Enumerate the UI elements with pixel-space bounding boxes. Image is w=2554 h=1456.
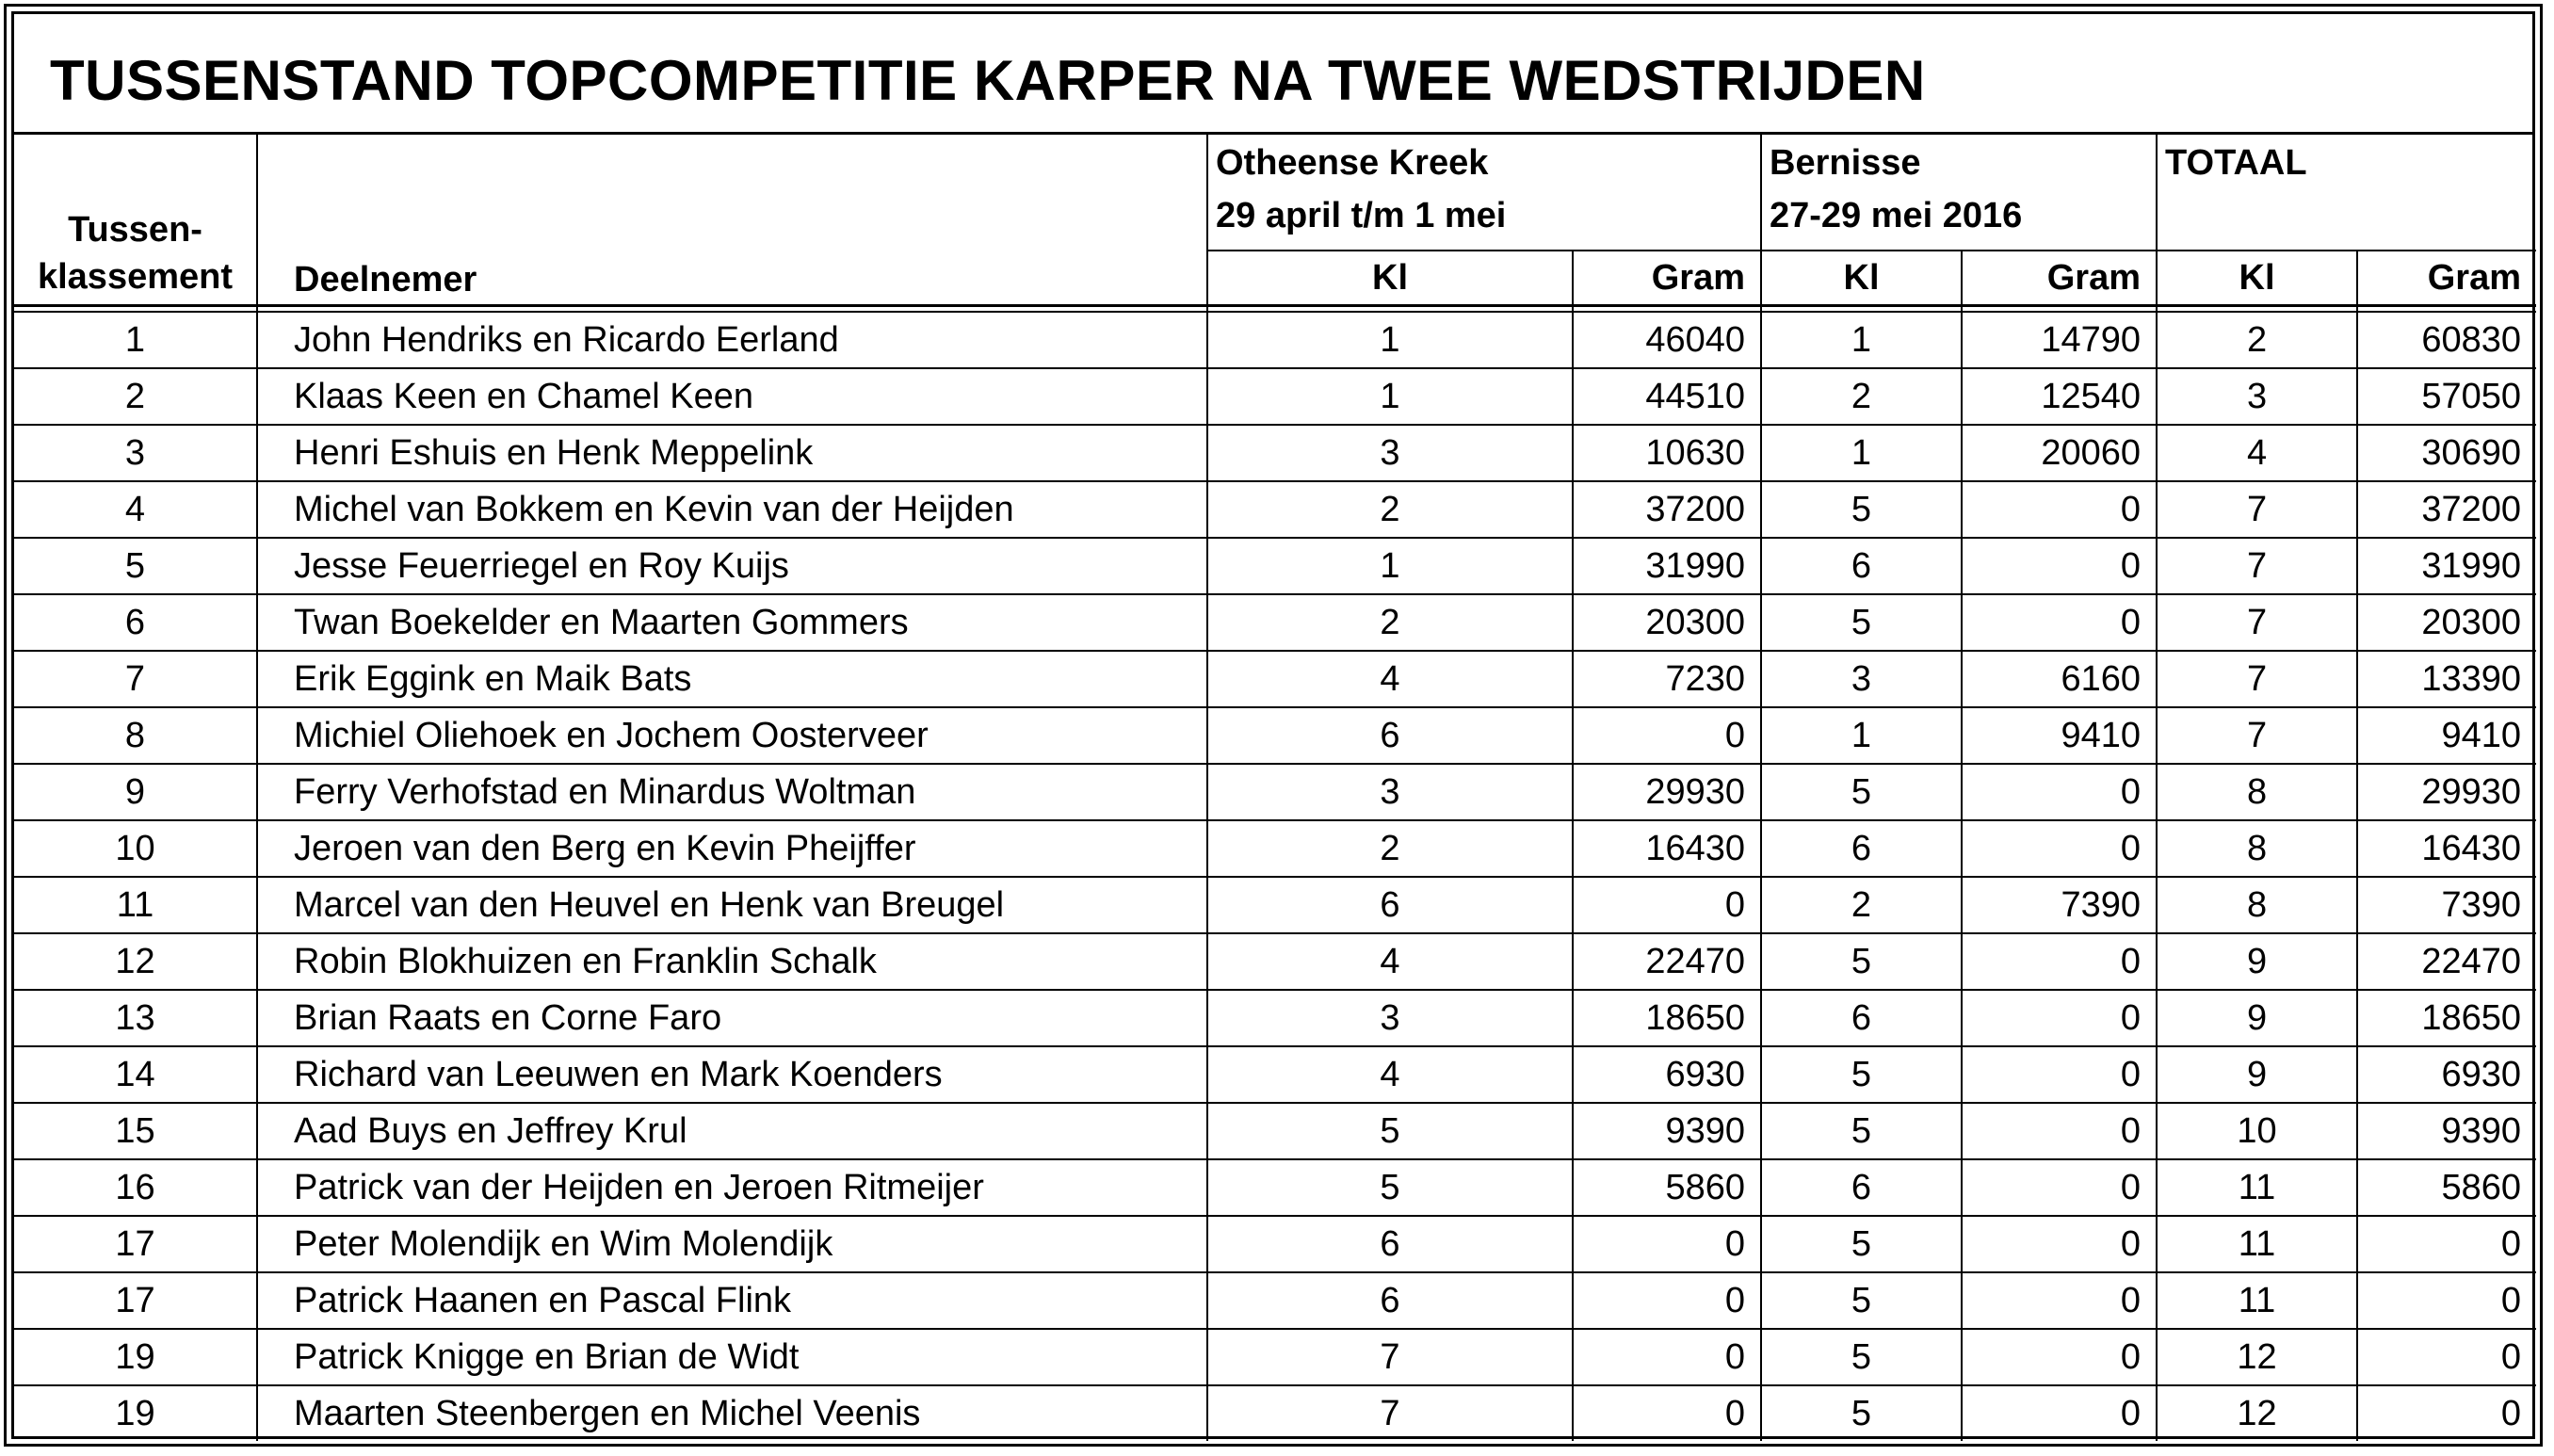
cell-total-gram: 0	[2357, 1329, 2536, 1385]
cell-participant: Michiel Oliehoek en Jochem Oosterveer	[257, 707, 1207, 764]
cell-participant: Aad Buys en Jeffrey Krul	[257, 1103, 1207, 1159]
cell-match1-gram: 9390	[1573, 1103, 1761, 1159]
cell-position: 8	[14, 707, 257, 764]
table-row	[14, 1385, 2536, 1441]
cell-match2-kl: 5	[1761, 764, 1962, 820]
cell-match2-gram: 0	[1962, 481, 2157, 538]
cell-participant: Maarten Steenbergen en Michel Veenis	[257, 1385, 1207, 1441]
cell-total-kl: 8	[2157, 820, 2357, 877]
cell-participant: Patrick van der Heijden en Jeroen Ritmeijer	[257, 1159, 1207, 1216]
cell-position: 19	[14, 1329, 257, 1385]
cell-match2-gram: 0	[1962, 538, 2157, 594]
header-total-label: TOTAAL	[2165, 143, 2307, 183]
cell-match1-gram: 16430	[1573, 820, 1761, 877]
cell-total-gram: 31990	[2357, 538, 2536, 594]
cell-participant: Robin Blokhuizen en Franklin Schalk	[257, 933, 1207, 990]
cell-total-gram: 5860	[2357, 1159, 2536, 1216]
cell-match2-gram: 0	[1962, 1216, 2157, 1272]
cell-match2-gram: 0	[1962, 1385, 2157, 1441]
standings-table	[14, 135, 2536, 1441]
cell-position: 5	[14, 538, 257, 594]
cell-total-kl: 3	[2157, 368, 2357, 425]
cell-match2-kl: 5	[1761, 1046, 1962, 1103]
cell-match2-kl: 6	[1761, 990, 1962, 1046]
cell-match2-kl: 5	[1761, 933, 1962, 990]
cell-match1-kl: 6	[1207, 1272, 1573, 1329]
table-row	[14, 538, 2536, 594]
cell-position: 15	[14, 1103, 257, 1159]
cell-match2-kl: 5	[1761, 1103, 1962, 1159]
table-row	[14, 594, 2536, 651]
cell-total-gram: 9410	[2357, 707, 2536, 764]
cell-match1-kl: 1	[1207, 538, 1573, 594]
cell-match2-gram: 0	[1962, 933, 2157, 990]
cell-position: 7	[14, 651, 257, 707]
table-row	[14, 877, 2536, 933]
header-total-kl: Kl	[2157, 251, 2357, 306]
cell-match2-kl: 2	[1761, 368, 1962, 425]
cell-match2-gram: 0	[1962, 1046, 2157, 1103]
cell-match1-kl: 5	[1207, 1159, 1573, 1216]
header-position	[14, 135, 257, 306]
cell-match2-gram: 0	[1962, 594, 2157, 651]
cell-match2-gram: 0	[1962, 1103, 2157, 1159]
table-row	[14, 707, 2536, 764]
cell-participant: Brian Raats en Corne Faro	[257, 990, 1207, 1046]
document-frame	[11, 11, 2535, 1439]
table-row	[14, 481, 2536, 538]
cell-position: 14	[14, 1046, 257, 1103]
cell-participant: John Hendriks en Ricardo Eerland	[257, 312, 1207, 368]
cell-match1-kl: 1	[1207, 368, 1573, 425]
page-title: TUSSENSTAND TOPCOMPETITIE KARPER NA TWEE WEDSTRIJDEN	[14, 14, 2532, 135]
cell-match1-gram: 6930	[1573, 1046, 1761, 1103]
table-row	[14, 1046, 2536, 1103]
cell-match2-kl: 5	[1761, 1216, 1962, 1272]
cell-match2-gram: 0	[1962, 1272, 2157, 1329]
cell-participant: Peter Molendijk en Wim Molendijk	[257, 1216, 1207, 1272]
table-row	[14, 1216, 2536, 1272]
table-row	[14, 1272, 2536, 1329]
cell-match1-gram: 44510	[1573, 368, 1761, 425]
cell-match2-gram: 0	[1962, 990, 2157, 1046]
header-position-line2: klassement	[37, 257, 233, 297]
cell-match1-gram: 7230	[1573, 651, 1761, 707]
table-row	[14, 933, 2536, 990]
cell-match2-kl: 1	[1761, 312, 1962, 368]
cell-match2-kl: 6	[1761, 1159, 1962, 1216]
header-total-gram: Gram	[2357, 251, 2536, 306]
cell-participant: Erik Eggink en Maik Bats	[257, 651, 1207, 707]
cell-match2-kl: 5	[1761, 1385, 1962, 1441]
cell-total-gram: 29930	[2357, 764, 2536, 820]
cell-total-gram: 9390	[2357, 1103, 2536, 1159]
header-match1	[1207, 135, 1761, 251]
cell-total-kl: 10	[2157, 1103, 2357, 1159]
header-match1-name: Otheense Kreek	[1216, 143, 1489, 183]
cell-participant: Jesse Feuerriegel en Roy Kuijs	[257, 538, 1207, 594]
cell-match1-kl: 2	[1207, 481, 1573, 538]
cell-match1-kl: 2	[1207, 594, 1573, 651]
cell-total-kl: 12	[2157, 1385, 2357, 1441]
header-match2-date: 27-29 mei 2016	[1770, 196, 2023, 235]
cell-match1-gram: 20300	[1573, 594, 1761, 651]
cell-match2-kl: 5	[1761, 1329, 1962, 1385]
cell-participant: Michel van Bokkem en Kevin van der Heijden	[257, 481, 1207, 538]
cell-total-kl: 9	[2157, 933, 2357, 990]
cell-match1-kl: 6	[1207, 1216, 1573, 1272]
cell-total-gram: 6930	[2357, 1046, 2536, 1103]
cell-participant: Patrick Knigge en Brian de Widt	[257, 1329, 1207, 1385]
table-row	[14, 368, 2536, 425]
cell-match1-gram: 0	[1573, 1329, 1761, 1385]
cell-position: 2	[14, 368, 257, 425]
cell-total-gram: 13390	[2357, 651, 2536, 707]
cell-match2-kl: 6	[1761, 538, 1962, 594]
header-match2-kl: Kl	[1761, 251, 1962, 306]
cell-position: 16	[14, 1159, 257, 1216]
cell-match1-gram: 0	[1573, 1272, 1761, 1329]
cell-total-kl: 7	[2157, 594, 2357, 651]
cell-match1-kl: 3	[1207, 764, 1573, 820]
cell-position: 3	[14, 425, 257, 481]
table-row	[14, 312, 2536, 368]
cell-position: 11	[14, 877, 257, 933]
table-row	[14, 425, 2536, 481]
cell-total-kl: 12	[2157, 1329, 2357, 1385]
cell-match2-gram: 6160	[1962, 651, 2157, 707]
cell-total-gram: 30690	[2357, 425, 2536, 481]
cell-match2-kl: 1	[1761, 707, 1962, 764]
cell-match2-gram: 0	[1962, 820, 2157, 877]
cell-match1-gram: 0	[1573, 1216, 1761, 1272]
cell-total-kl: 11	[2157, 1159, 2357, 1216]
cell-position: 10	[14, 820, 257, 877]
cell-participant: Ferry Verhofstad en Minardus Woltman	[257, 764, 1207, 820]
cell-total-kl: 4	[2157, 425, 2357, 481]
cell-total-gram: 37200	[2357, 481, 2536, 538]
cell-match2-gram: 9410	[1962, 707, 2157, 764]
cell-position: 9	[14, 764, 257, 820]
cell-total-kl: 8	[2157, 764, 2357, 820]
cell-participant: Marcel van den Heuvel en Henk van Breugel	[257, 877, 1207, 933]
cell-total-gram: 20300	[2357, 594, 2536, 651]
cell-total-gram: 16430	[2357, 820, 2536, 877]
cell-match1-gram: 5860	[1573, 1159, 1761, 1216]
cell-match1-gram: 10630	[1573, 425, 1761, 481]
cell-match2-gram: 0	[1962, 764, 2157, 820]
cell-position: 17	[14, 1216, 257, 1272]
cell-match2-gram: 14790	[1962, 312, 2157, 368]
cell-total-gram: 60830	[2357, 312, 2536, 368]
cell-match1-kl: 3	[1207, 990, 1573, 1046]
cell-match1-kl: 4	[1207, 651, 1573, 707]
cell-total-gram: 0	[2357, 1385, 2536, 1441]
header-match2	[1761, 135, 2157, 251]
header-match2-name: Bernisse	[1770, 143, 1921, 183]
cell-participant: Patrick Haanen en Pascal Flink	[257, 1272, 1207, 1329]
cell-participant: Twan Boekelder en Maarten Gommers	[257, 594, 1207, 651]
cell-match1-kl: 6	[1207, 707, 1573, 764]
cell-match1-kl: 7	[1207, 1385, 1573, 1441]
header-match2-gram: Gram	[1962, 251, 2157, 306]
cell-match2-kl: 5	[1761, 594, 1962, 651]
cell-match1-gram: 29930	[1573, 764, 1761, 820]
cell-total-kl: 7	[2157, 538, 2357, 594]
cell-total-kl: 11	[2157, 1272, 2357, 1329]
cell-total-gram: 18650	[2357, 990, 2536, 1046]
header-match1-kl: Kl	[1207, 251, 1573, 306]
table-row	[14, 820, 2536, 877]
cell-match2-kl: 6	[1761, 820, 1962, 877]
cell-position: 4	[14, 481, 257, 538]
cell-match1-kl: 2	[1207, 820, 1573, 877]
cell-match1-kl: 6	[1207, 877, 1573, 933]
cell-total-kl: 8	[2157, 877, 2357, 933]
cell-total-gram: 57050	[2357, 368, 2536, 425]
cell-match1-kl: 4	[1207, 1046, 1573, 1103]
header-participant: Deelnemer	[257, 135, 1207, 306]
table-row	[14, 990, 2536, 1046]
cell-participant: Klaas Keen en Chamel Keen	[257, 368, 1207, 425]
cell-match1-gram: 0	[1573, 1385, 1761, 1441]
cell-match2-gram: 0	[1962, 1329, 2157, 1385]
header-total	[2157, 135, 2536, 251]
table-body	[14, 306, 2536, 1442]
cell-total-kl: 9	[2157, 1046, 2357, 1103]
cell-match1-gram: 31990	[1573, 538, 1761, 594]
cell-match1-kl: 4	[1207, 933, 1573, 990]
cell-total-gram: 0	[2357, 1272, 2536, 1329]
cell-total-kl: 7	[2157, 481, 2357, 538]
cell-participant: Richard van Leeuwen en Mark Koenders	[257, 1046, 1207, 1103]
cell-match2-kl: 2	[1761, 877, 1962, 933]
cell-match1-kl: 1	[1207, 312, 1573, 368]
cell-total-kl: 11	[2157, 1216, 2357, 1272]
cell-position: 19	[14, 1385, 257, 1441]
table-row	[14, 1329, 2536, 1385]
cell-match1-gram: 46040	[1573, 312, 1761, 368]
table-header	[14, 135, 2536, 306]
cell-match2-gram: 7390	[1962, 877, 2157, 933]
cell-position: 13	[14, 990, 257, 1046]
cell-participant: Jeroen van den Berg en Kevin Pheijffer	[257, 820, 1207, 877]
cell-position: 6	[14, 594, 257, 651]
cell-total-kl: 7	[2157, 707, 2357, 764]
cell-total-kl: 2	[2157, 312, 2357, 368]
cell-match1-gram: 22470	[1573, 933, 1761, 990]
table-row	[14, 651, 2536, 707]
cell-total-kl: 7	[2157, 651, 2357, 707]
cell-total-gram: 7390	[2357, 877, 2536, 933]
header-match1-date: 29 april t/m 1 mei	[1216, 196, 1507, 235]
cell-match2-gram: 20060	[1962, 425, 2157, 481]
header-position-line1: Tussen-	[68, 210, 202, 250]
cell-match2-kl: 5	[1761, 481, 1962, 538]
cell-position: 12	[14, 933, 257, 990]
cell-match2-gram: 0	[1962, 1159, 2157, 1216]
cell-match1-gram: 37200	[1573, 481, 1761, 538]
document-sheet	[4, 4, 2543, 1447]
cell-total-gram: 0	[2357, 1216, 2536, 1272]
cell-match1-kl: 5	[1207, 1103, 1573, 1159]
cell-match1-gram: 0	[1573, 707, 1761, 764]
cell-match2-kl: 3	[1761, 651, 1962, 707]
cell-position: 17	[14, 1272, 257, 1329]
cell-match1-kl: 3	[1207, 425, 1573, 481]
cell-match2-gram: 12540	[1962, 368, 2157, 425]
cell-match1-gram: 18650	[1573, 990, 1761, 1046]
table-row	[14, 764, 2536, 820]
cell-position: 1	[14, 312, 257, 368]
cell-total-kl: 9	[2157, 990, 2357, 1046]
header-match1-gram: Gram	[1573, 251, 1761, 306]
cell-match1-kl: 7	[1207, 1329, 1573, 1385]
table-row	[14, 1103, 2536, 1159]
cell-match2-kl: 1	[1761, 425, 1962, 481]
cell-match1-gram: 0	[1573, 877, 1761, 933]
table-row	[14, 1159, 2536, 1216]
cell-match2-kl: 5	[1761, 1272, 1962, 1329]
cell-total-gram: 22470	[2357, 933, 2536, 990]
cell-participant: Henri Eshuis en Henk Meppelink	[257, 425, 1207, 481]
